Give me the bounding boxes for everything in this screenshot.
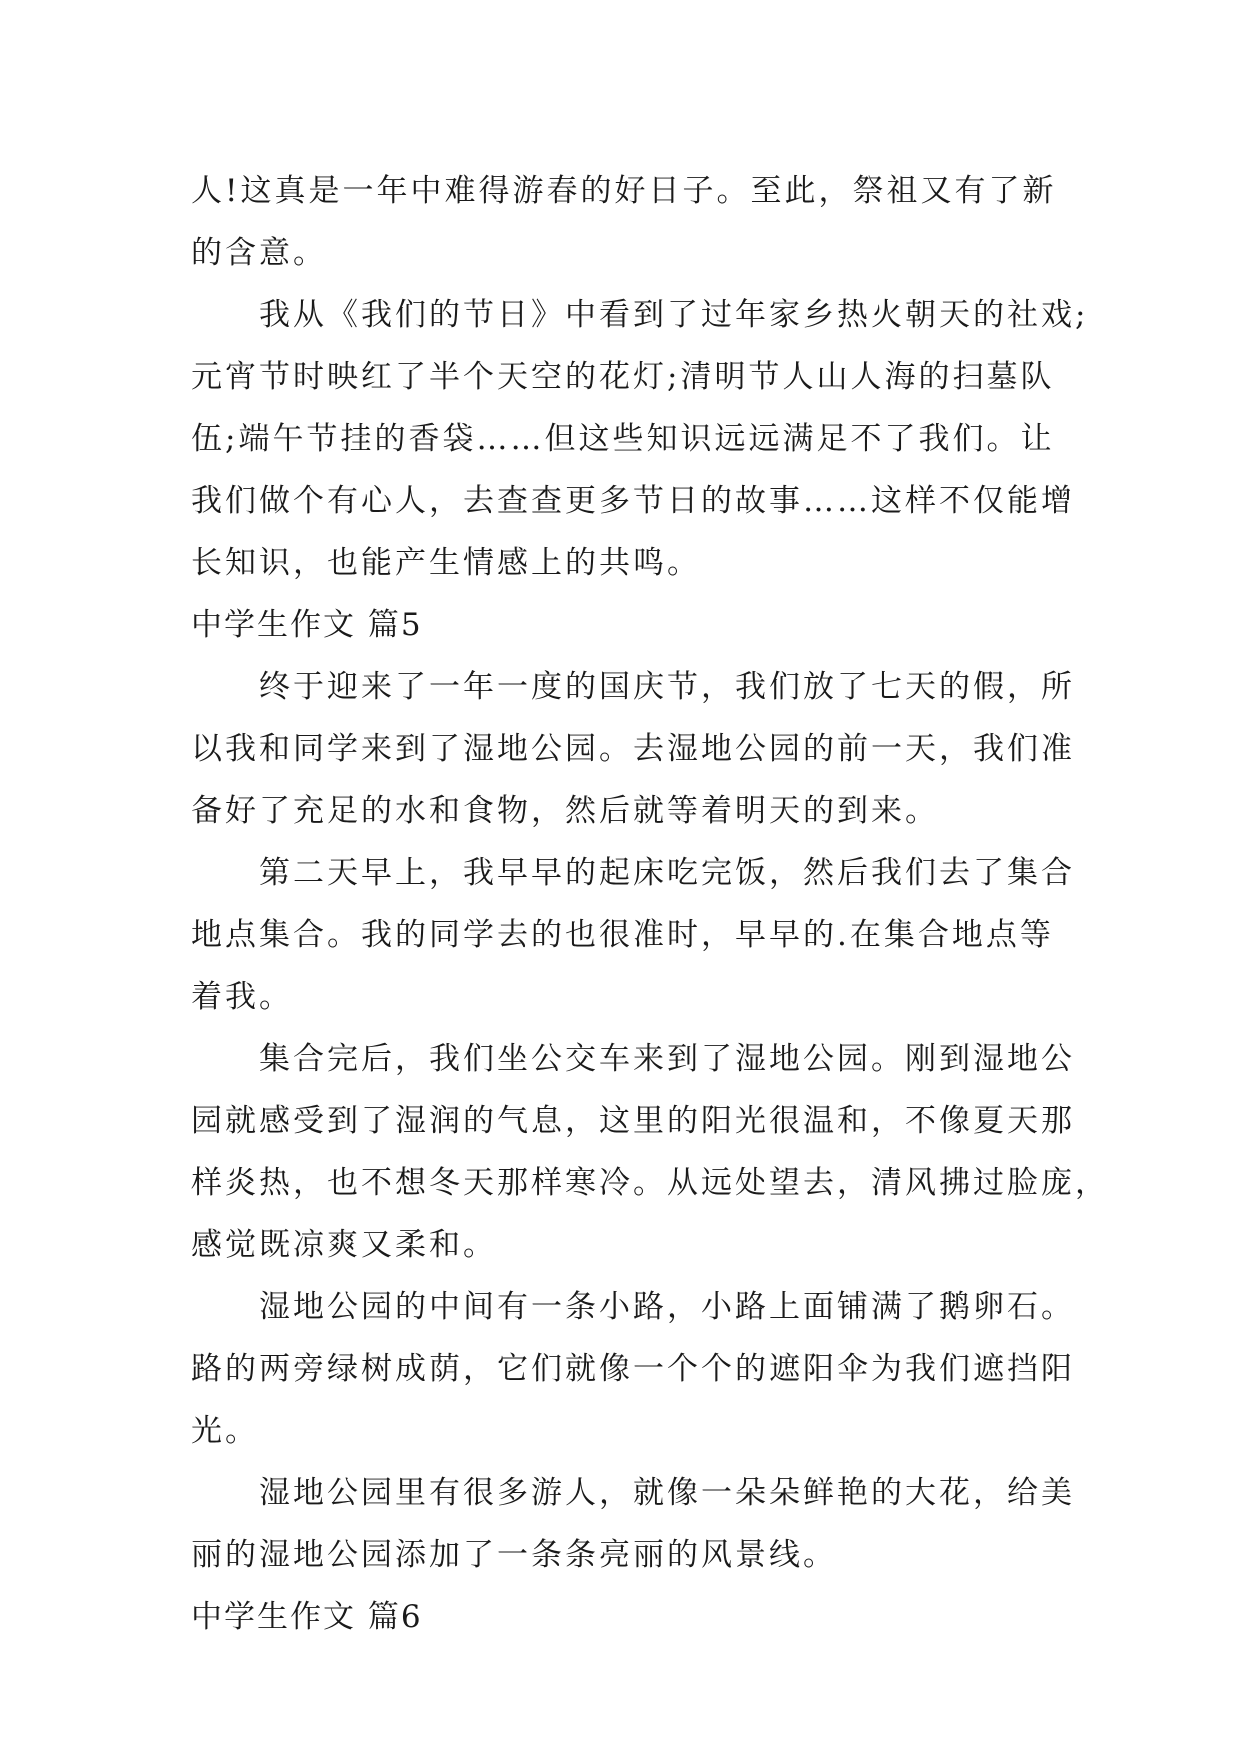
text-line: 光。	[191, 1413, 259, 1449]
text-line: 路的两旁绿树成荫，它们就像一个个的遮阳伞为我们遮挡阳	[191, 1351, 1075, 1387]
section-heading-6: 中学生作文 篇6	[191, 1599, 423, 1635]
text-line: 以我和同学来到了湿地公园。去湿地公园的前一天，我们准	[191, 731, 1075, 767]
text-line: 长知识，也能产生情感上的共鸣。	[191, 545, 701, 581]
text-line: 园就感受到了湿润的气息，这里的阳光很温和，不像夏天那	[191, 1103, 1075, 1139]
text-line: 伍;端午节挂的香袋……但这些知识远远满足不了我们。让	[191, 421, 1055, 457]
section-heading-5: 中学生作文 篇5	[191, 607, 423, 643]
text-line: 的含意。	[191, 235, 327, 271]
text-line: 着我。	[191, 979, 293, 1015]
text-line: 人!这真是一年中难得游春的好日子。至此，祭祖又有了新	[191, 173, 1057, 209]
paragraph-start-line: 湿地公园的中间有一条小路，小路上面铺满了鹅卵石。	[259, 1289, 1075, 1325]
paragraph-start-line: 终于迎来了一年一度的国庆节，我们放了七天的假，所	[259, 669, 1075, 705]
text-line: 地点集合。我的同学去的也很准时，早早的.在集合地点等	[191, 917, 1054, 953]
paragraph-start-line: 集合完后，我们坐公交车来到了湿地公园。刚到湿地公	[259, 1041, 1075, 1077]
text-line: 备好了充足的水和食物，然后就等着明天的到来。	[191, 793, 939, 829]
text-line: 样炎热，也不想冬天那样寒冷。从远处望去，清风拂过脸庞，	[191, 1165, 1109, 1201]
text-line: 元宵节时映红了半个天空的花灯;清明节人山人海的扫墓队	[191, 359, 1055, 395]
text-line: 丽的湿地公园添加了一条条亮丽的风景线。	[191, 1537, 837, 1573]
paragraph-start-line: 第二天早上，我早早的起床吃完饭，然后我们去了集合	[259, 855, 1075, 891]
text-line: 感觉既凉爽又柔和。	[191, 1227, 497, 1263]
paragraph-start-line: 湿地公园里有很多游人，就像一朵朵鲜艳的大花，给美	[259, 1475, 1075, 1511]
paragraph-start-line: 我从《我们的节日》中看到了过年家乡热火朝天的社戏;	[259, 297, 1089, 333]
document-page	[191, 160, 1109, 1648]
text-line: 我们做个有心人，去查查更多节日的故事……这样不仅能增	[191, 483, 1075, 519]
